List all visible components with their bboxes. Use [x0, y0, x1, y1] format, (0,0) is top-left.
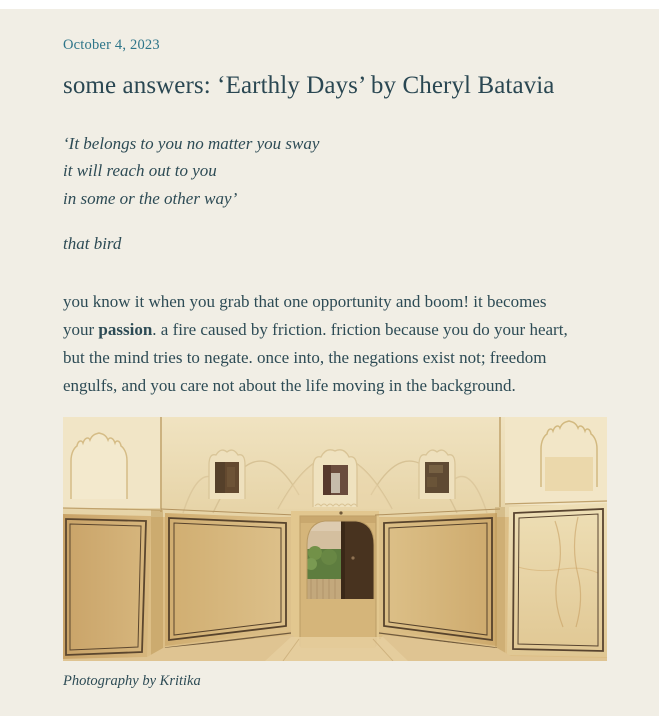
blog-post — [0, 38, 659, 690]
post-paragraph — [63, 288, 607, 400]
paragraph-line-3: but the mind tries to negate. once into, the negations exist not; freedom — [63, 347, 547, 367]
paragraph-line-4: engulfs, and you care not about the life moving in the background. — [63, 375, 516, 395]
post-title: some answers: ‘Earthly Days’ by Cheryl Batavia — [63, 71, 555, 99]
poem-line-1: ‘It belongs to you no matter you sway — [63, 133, 320, 153]
poem-line-2: it will reach out to you — [63, 161, 217, 181]
poem-attribution: that bird — [63, 234, 122, 254]
paragraph-line-1: you know it when you grab that one opportunity and boom! it becomes — [63, 291, 547, 311]
palace-interior-photo — [63, 417, 607, 661]
palace-photo-art — [63, 417, 607, 661]
post-figure — [63, 417, 607, 690]
paragraph-line-2-pre: your — [63, 319, 99, 339]
post-date[interactable]: October 4, 2023 — [63, 37, 160, 53]
paragraph-line-2-post: . a fire caused by friction. friction because you do your heart, — [152, 319, 568, 339]
top-strip — [0, 0, 659, 9]
poem-quote-block — [63, 130, 607, 213]
photo-caption: Photography by Kritika — [63, 672, 201, 689]
paragraph-bold-word: passion — [98, 319, 153, 339]
paragraph-line-2 — [63, 316, 607, 344]
poem-line-3: in some or the other way’ — [63, 188, 238, 208]
